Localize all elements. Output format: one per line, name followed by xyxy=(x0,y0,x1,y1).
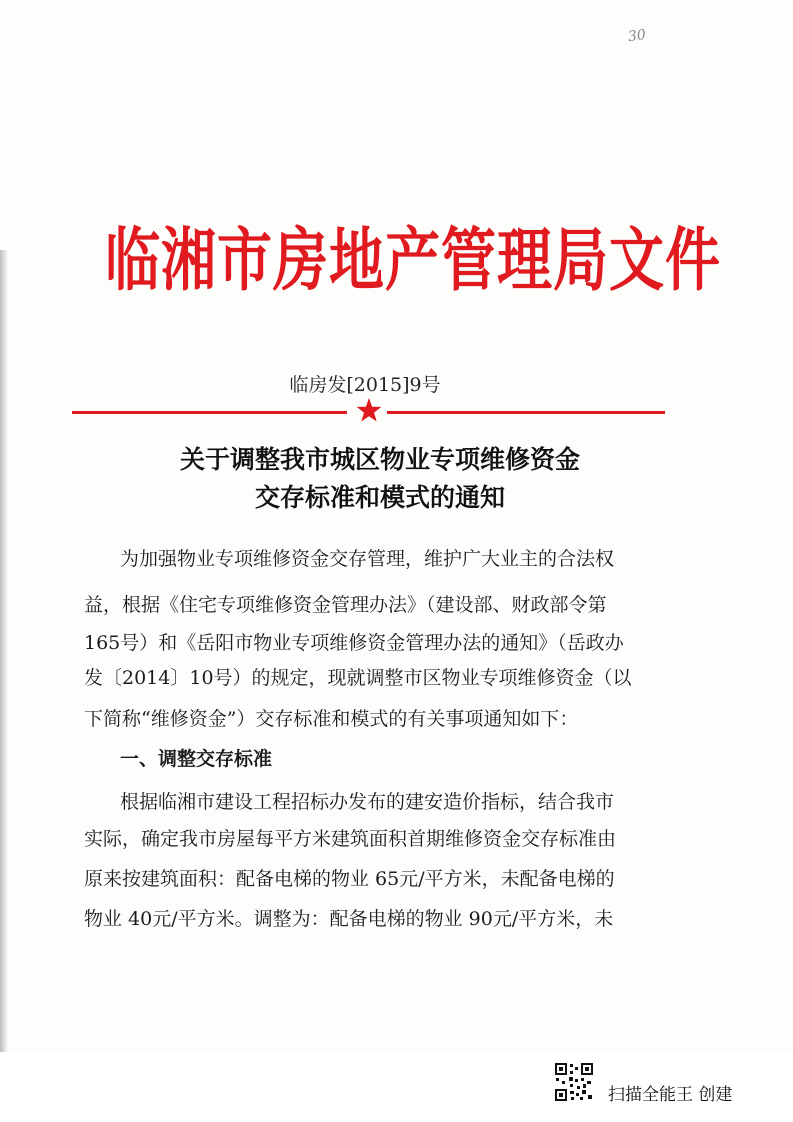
qr-code-icon xyxy=(554,1062,594,1102)
body-line: 物业 40元/平方米。调整为：配备电梯的物业 90元/平方米，未 xyxy=(84,908,614,930)
body-line: 发〔2014〕10号）的规定，现就调整市区物业专项维修资金（以 xyxy=(84,667,632,689)
issuing-authority-header: 临湘市房地产管理局文件 xyxy=(105,220,722,300)
scan-edge-shadow xyxy=(0,250,8,1060)
body-line: 原来按建筑面积：配备电梯的物业 65元/平方米，未配备电梯的 xyxy=(84,868,615,890)
scanner-watermark: 扫描全能王 创建 xyxy=(608,1085,733,1105)
document-number: 临房发[2015]9号 xyxy=(289,374,441,396)
red-rule-right xyxy=(387,411,665,414)
body-line: 165号）和《岳阳市物业专项维修资金管理办法的通知》（岳政办 xyxy=(84,632,624,654)
section-heading: 一、调整交存标准 xyxy=(120,748,273,770)
body-line: 为加强物业专项维修资金交存管理，维护广大业主的合法权 xyxy=(120,548,615,570)
red-star-icon xyxy=(356,397,382,423)
body-line: 根据临湘市建设工程招标办发布的建安造价指标，结合我市 xyxy=(120,791,615,813)
body-line: 益，根据《住宅专项维修资金管理办法》（建设部、财政部令第 xyxy=(84,594,607,616)
body-line: 实际，确定我市房屋每平方米建筑面积首期维修资金交存标准由 xyxy=(84,828,617,850)
margin-page-mark: 30 xyxy=(626,26,647,46)
red-rule-left xyxy=(72,411,347,414)
body-line: 下简称“维修资金”）交存标准和模式的有关事项通知如下： xyxy=(84,708,579,730)
notice-title-line-1: 关于调整我市城区物业专项维修资金 xyxy=(179,445,580,474)
notice-title-line-2: 交存标准和模式的通知 xyxy=(254,483,505,512)
